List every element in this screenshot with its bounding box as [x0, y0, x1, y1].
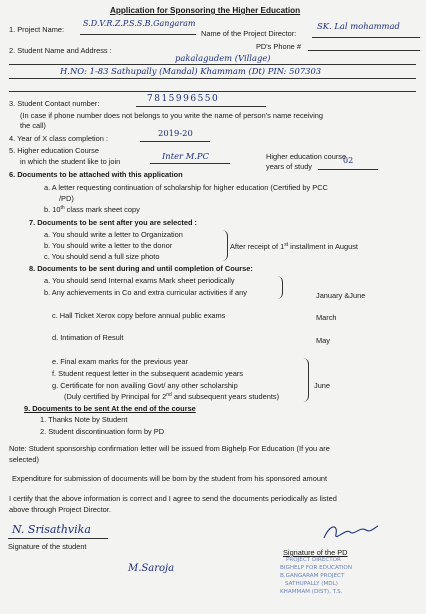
note-line-2: selected)	[9, 455, 39, 464]
director-line	[312, 37, 420, 38]
expenditure-note: Expenditure for submission of documents will be born by the student from his sponsored amount	[12, 474, 328, 483]
address-line-2	[9, 78, 416, 79]
student-signature-label: Signature of the student	[8, 542, 87, 551]
project-name-value: S.D.V.R.Z.P.S.S.B.Gangaram	[83, 19, 196, 28]
contact-note-1: (In case if phone number does not belongs to you write the name of person's name receiving	[20, 111, 323, 120]
course-line	[150, 163, 230, 164]
section-9-heading: 9. Documents to be sent At the end of the course	[24, 404, 196, 413]
section-8ab-brace	[277, 276, 283, 299]
project-name-label: 1. Project Name:	[9, 25, 65, 34]
contact-label: 3. Student Contact number:	[9, 99, 100, 108]
section-9-item-1: 1. Thanks Note by Student	[40, 415, 128, 424]
pd-phone-line	[308, 50, 420, 51]
pd-signature-label: Signature of the PD	[283, 548, 348, 557]
contact-line	[136, 106, 266, 107]
section-8b: b. Any achievements in Co and extra curricular activities if any	[44, 288, 247, 297]
section-8eg-brace	[303, 358, 309, 402]
section-7-heading: 7. Documents to be sent after you are selected :	[29, 218, 197, 227]
contact-note-2: the call)	[20, 121, 46, 130]
pd-stamp-line-4: SATHUPALLY (MDL)	[285, 581, 338, 587]
address-line-1	[9, 64, 416, 65]
section-8-when-4: June	[314, 381, 331, 390]
section-6a-line1: a. A letter requesting continuation of scholarship for higher education (Certified by PCC	[44, 183, 328, 192]
section-7c: c. You should send a full size photo	[44, 252, 160, 261]
note-line-1: Note: Student sponsorship confirmation letter will be issued from Bighelp For Education (If you are	[9, 444, 330, 453]
section-6b: b. 10th class mark sheet copy	[44, 205, 140, 214]
project-name-line	[80, 34, 196, 35]
course-years-value: 02	[343, 156, 354, 165]
address-line-3	[9, 91, 416, 92]
section-6-heading: 6. Documents to be attached with this application	[9, 170, 183, 179]
course-years-label-1: Higher education course	[266, 152, 347, 161]
student-signature-line	[8, 538, 108, 539]
director-value: SK. Lal mohammad	[317, 21, 400, 31]
contact-value: 7815996550	[147, 94, 220, 104]
course-years-line	[318, 169, 378, 170]
section-7-note: After receipt of 1st installment in August	[230, 242, 358, 251]
course-label-2: in which the student like to join	[20, 157, 121, 166]
section-6a-line2: /PD)	[59, 194, 74, 203]
section-8c: c. Hall Ticket Xerox copy before annual public exams	[52, 311, 226, 320]
section-8-when-3: May	[316, 336, 330, 345]
section-8g-line2: (Duly certified by Principal for 2nd and subsequent years students)	[64, 392, 280, 401]
section-8g: g. Certificate for non availing Govt/ any other scholarship	[52, 381, 238, 390]
section-8f: f. Student request letter in the subsequent academic years	[52, 369, 244, 378]
completion-line	[140, 141, 210, 142]
course-label-1: 5. Higher education Course	[9, 146, 99, 155]
section-8-heading: 8. Documents to be sent during and until completion of Course:	[29, 264, 253, 273]
form-title: Application for Sponsoring the Higher Education	[110, 6, 301, 15]
student-value-line1: pakalagudem (Village)	[175, 53, 271, 63]
certify-line-1: I certify that the above information is correct and I agree to send the documents periodically as listed	[9, 494, 337, 503]
course-years-label-2: years of study	[266, 162, 313, 171]
additional-signature: M.Saroja	[128, 563, 175, 574]
student-label: 2. Student Name and Address :	[9, 46, 112, 55]
course-value: Inter M.PC	[162, 151, 209, 161]
section-8a: a. You should send Internal exams Mark sheet periodically	[44, 276, 235, 285]
pd-signature-scribble	[320, 520, 380, 544]
pd-stamp-line-3: B.GANGARAM PROJECT	[280, 573, 345, 579]
section-7-brace	[222, 230, 228, 261]
section-8e: e. Final exam marks for the previous year	[52, 357, 188, 366]
section-7b: b. You should write a letter to the donor	[44, 241, 173, 250]
completion-value: 2019-20	[158, 128, 193, 138]
pd-stamp-line-5: KHAMMAM (DIST), T.S.	[280, 589, 343, 595]
section-7a: a. You should write a letter to Organization	[44, 230, 183, 239]
completion-label: 4. Year of X class completion :	[9, 134, 109, 143]
section-8d: d. Intimation of Result	[52, 333, 124, 342]
pd-stamp-line-2: BIGHELP FOR EDUCATION	[280, 565, 353, 571]
certify-line-2: above through Project Director.	[9, 505, 111, 514]
student-value-line2: H.NO: 1-83 Sathupally (Mandal) Khammam (Dt) PIN: 507303	[60, 66, 322, 76]
pd-phone-label: PD's Phone #	[256, 42, 301, 51]
section-8-when-1: January &June	[316, 291, 366, 300]
student-signature: N. Srisathvika	[12, 523, 91, 536]
director-label: Name of the Project Director:	[201, 29, 297, 38]
pd-stamp-line-1: PROJECT DIRECTOR	[286, 557, 341, 563]
section-8-when-2: March	[316, 313, 337, 322]
section-9-item-2: 2. Student discontinuation form by PD	[40, 427, 165, 436]
